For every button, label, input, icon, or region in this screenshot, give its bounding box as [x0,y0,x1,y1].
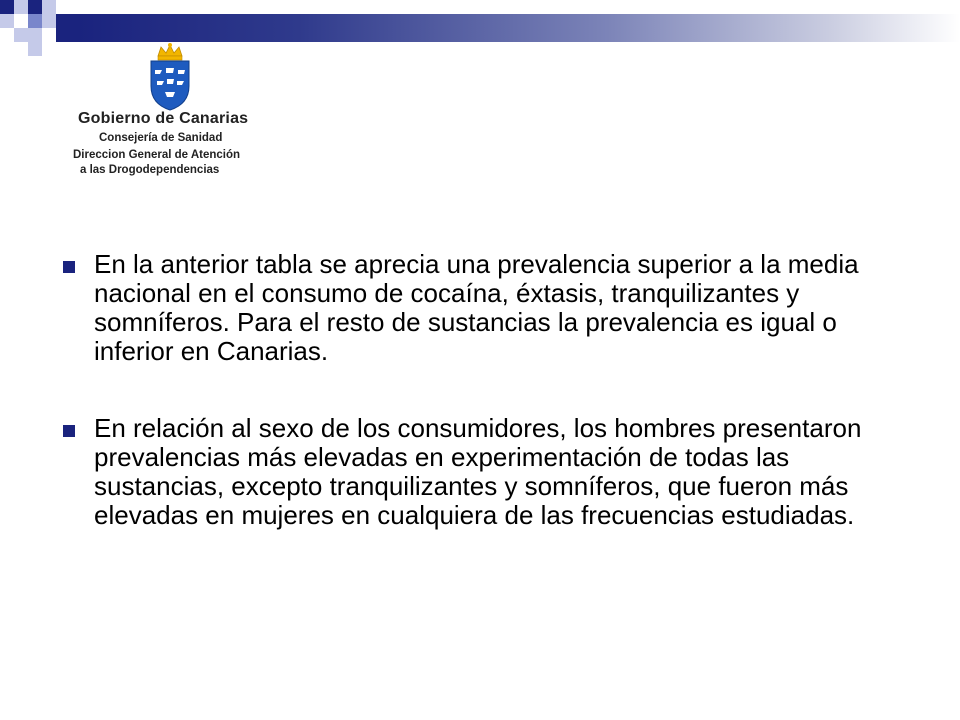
square-bullet-icon [63,425,75,437]
logo-subdirection: a las Drogodependencias [80,164,220,176]
bullet-text: En la anterior tabla se aprecia una prevalencia superior a la media nacional en el consumo de cocaína, éxtasis, tranquilizantes y somníferos. Para el resto de sustancias la prevalencia es igual o inferior en Canarias. [94,249,859,366]
square-bullet-icon [63,261,75,273]
corner-square [0,0,14,14]
bullet-list [60,250,900,578]
bullet-item [60,414,900,530]
bullet-text: En relación al sexo de los consumidores, los hombres presentaron prevalencias más elevadas en experimentación de todas las sustancias, excepto tranquilizantes y somníferos, que fueron más elevadas en mujeres en cualquiera de las frecuencias estudiadas. [94,413,862,530]
bullet-item [60,250,900,366]
corner-square [14,0,28,14]
canarias-coat-of-arms-icon [145,42,195,112]
corner-square [56,14,78,42]
corner-square [28,42,42,56]
corner-square [0,14,14,28]
logo-title: Gobierno de Canarias [78,110,249,127]
government-logo [70,42,270,182]
corner-square [14,28,28,42]
logo-department: Consejería de Sanidad [99,132,223,144]
corner-square [28,0,42,14]
corner-square [28,14,42,28]
corner-square [42,14,56,28]
logo-direction: Direccion General de Atención [73,149,241,161]
corner-square [42,0,56,14]
header-gradient-band [78,14,960,42]
corner-square [28,28,42,42]
corner-square [14,14,28,28]
